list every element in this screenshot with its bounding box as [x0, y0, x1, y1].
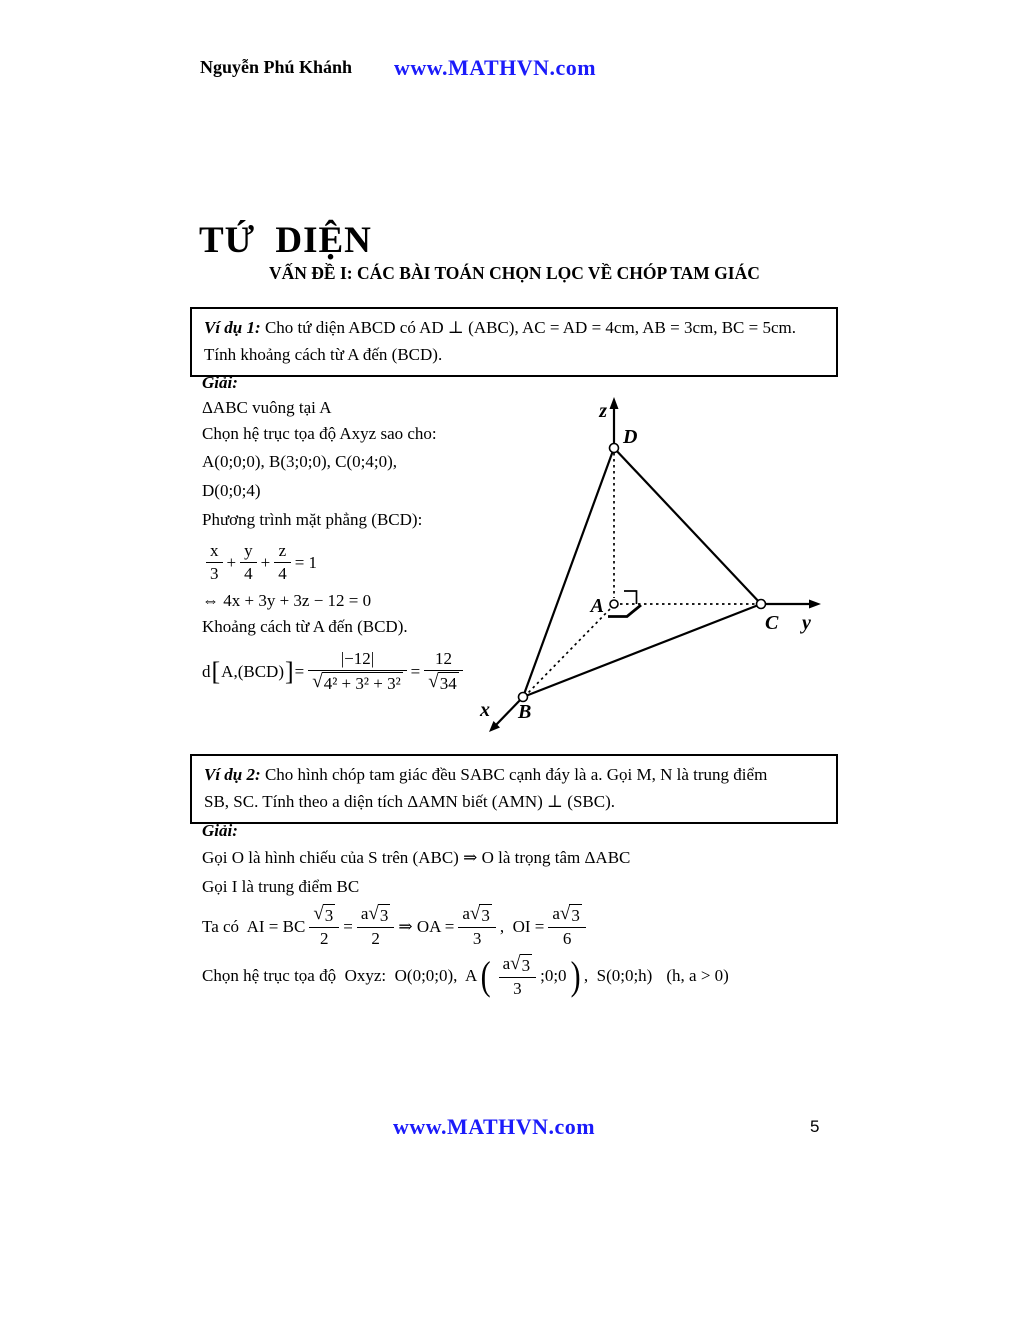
- operator: =: [343, 916, 353, 936]
- coords-rest: ;0;0: [540, 966, 567, 986]
- example1-box: [190, 307, 838, 377]
- fraction-a-sqrt3-6: a √ 3 6: [548, 904, 586, 950]
- operator: +: [226, 552, 237, 572]
- example2-line1: [204, 761, 824, 788]
- dist-lhs-d: d: [202, 661, 211, 681]
- operator: ⇒ OA =: [398, 916, 455, 936]
- left-bracket: [: [211, 656, 221, 686]
- solution1-section: [202, 371, 477, 694]
- axes-equation: [202, 954, 862, 1000]
- plane-equation: [202, 541, 477, 585]
- example2-text1: Cho hình chóp tam giác đều SABC cạnh đáy là a. Gọi M, N là trung điểm: [260, 765, 768, 784]
- fraction-distance: |−12| √ 4² + 3² + 3²: [308, 649, 406, 695]
- vertex-dots: [519, 444, 766, 702]
- axis-label-x: x: [480, 699, 490, 721]
- solution2-line-midpoint: Gọi I là trung điểm BC: [202, 877, 360, 896]
- sqrt-34: √ 34: [428, 671, 457, 694]
- solution1-line-axes: Chọn hệ trục tọa độ Axyz sao cho:: [202, 424, 437, 443]
- solution1-line-distance: Khoảng cách từ A đến (BCD).: [202, 616, 408, 636]
- fraction-a-sqrt3-3: a √ 3 3: [458, 904, 496, 950]
- axis-arrowheads: [489, 397, 821, 732]
- fraction-x-3: $\frac{x}{3}$: [206, 541, 223, 585]
- equation-lead: Ta có AI = BC: [202, 916, 306, 936]
- operator: , OI =: [499, 916, 545, 936]
- section-subtitle: VẤN ĐỀ I: CÁC BÀI TOÁN CHỌN LỌC VỀ CHÓP TAM GIÁC: [269, 263, 760, 283]
- coords-s: , S(0;0;h): [583, 966, 653, 986]
- equals-sign: =: [294, 661, 305, 681]
- author-name: Nguyễn Phú Khánh: [200, 57, 353, 77]
- fraction-a-sqrt3-3: a √ 3 3: [499, 954, 537, 1000]
- page-title: TỨ DIỆN: [199, 220, 372, 261]
- operator: +: [260, 552, 271, 572]
- distance-equation: [202, 649, 477, 695]
- fraction-y-4: $\frac{y}{4}$: [240, 541, 257, 585]
- example2-label: Ví dụ 2:: [204, 765, 261, 784]
- header-site-link[interactable]: www.MATHVN.com: [394, 55, 597, 80]
- vertex-label-b: B: [518, 701, 532, 723]
- equation-rhs: = 1: [294, 552, 318, 572]
- vertex-label-a: A: [590, 595, 604, 617]
- solution2-section: [202, 819, 862, 999]
- ai-equation: [202, 904, 862, 950]
- sqrt-denominator: √ 4² + 3² + 3²: [312, 671, 401, 694]
- dist-lhs-inner: A,(BCD): [221, 661, 284, 681]
- vertex-label-c: C: [765, 612, 779, 634]
- right-paren: ): [570, 953, 581, 999]
- solution1-line-coords-d: D(0;0;4): [202, 481, 261, 500]
- axis-label-y: y: [802, 612, 811, 634]
- example1-line1: [204, 314, 824, 341]
- solution1-line-expanded: ⇔ 4x + 3y + 3z − 12 = 0: [202, 590, 372, 610]
- example1-label: Ví dụ 1:: [204, 318, 261, 337]
- equals-sign: =: [410, 661, 421, 681]
- right-bracket: ]: [284, 656, 294, 686]
- example2-box: [190, 754, 838, 824]
- equation-lead: Chọn hệ trục tọa độ Oxyz: O(0;0;0), A: [202, 966, 478, 986]
- fraction-sqrt3-2: √ 3 2: [309, 904, 339, 950]
- tetrahedron-figure: [455, 385, 837, 747]
- condition: (h, a > 0): [666, 966, 729, 986]
- fraction-result: 12 √ 34: [424, 649, 462, 695]
- fraction-a-sqrt3-2: a √ 3 2: [357, 904, 395, 950]
- fraction-z-4: $\frac{z}{4}$: [274, 541, 291, 585]
- vertex-label-d: D: [623, 426, 638, 448]
- solution1-label: Giải:: [202, 373, 238, 392]
- example1-text1: Cho tứ diện ABCD có AD ⊥ (ABC), AC = AD = 4cm, AB = 3cm, BC = 5cm.: [260, 318, 797, 337]
- solution1-line-triangle: ΔABC vuông tại A: [202, 398, 332, 417]
- example2-line2: SB, SC. Tính theo a diện tích ΔAMN biết (AMN) ⊥ (SBC).: [204, 792, 615, 811]
- example1-line2: Tính khoảng cách từ A đến (BCD).: [204, 345, 443, 364]
- solution2-line-projection: Gọi O là hình chiếu của S trên (ABC) ⇒ O là trọng tâm ΔABC: [202, 848, 631, 867]
- figure-dotted-edges: [527, 453, 755, 694]
- axis-label-z: z: [599, 400, 607, 422]
- solution2-label: Giải:: [202, 821, 238, 840]
- page-number: 5: [810, 1117, 820, 1136]
- footer-site-link[interactable]: www.MATHVN.com: [393, 1114, 596, 1139]
- left-paren: (: [480, 953, 491, 999]
- solution1-line-coords-abc: A(0;0;0), B(3;0;0), C(0;4;0),: [202, 452, 398, 471]
- solution1-line-plane: Phương trình mặt phẳng (BCD):: [202, 510, 423, 529]
